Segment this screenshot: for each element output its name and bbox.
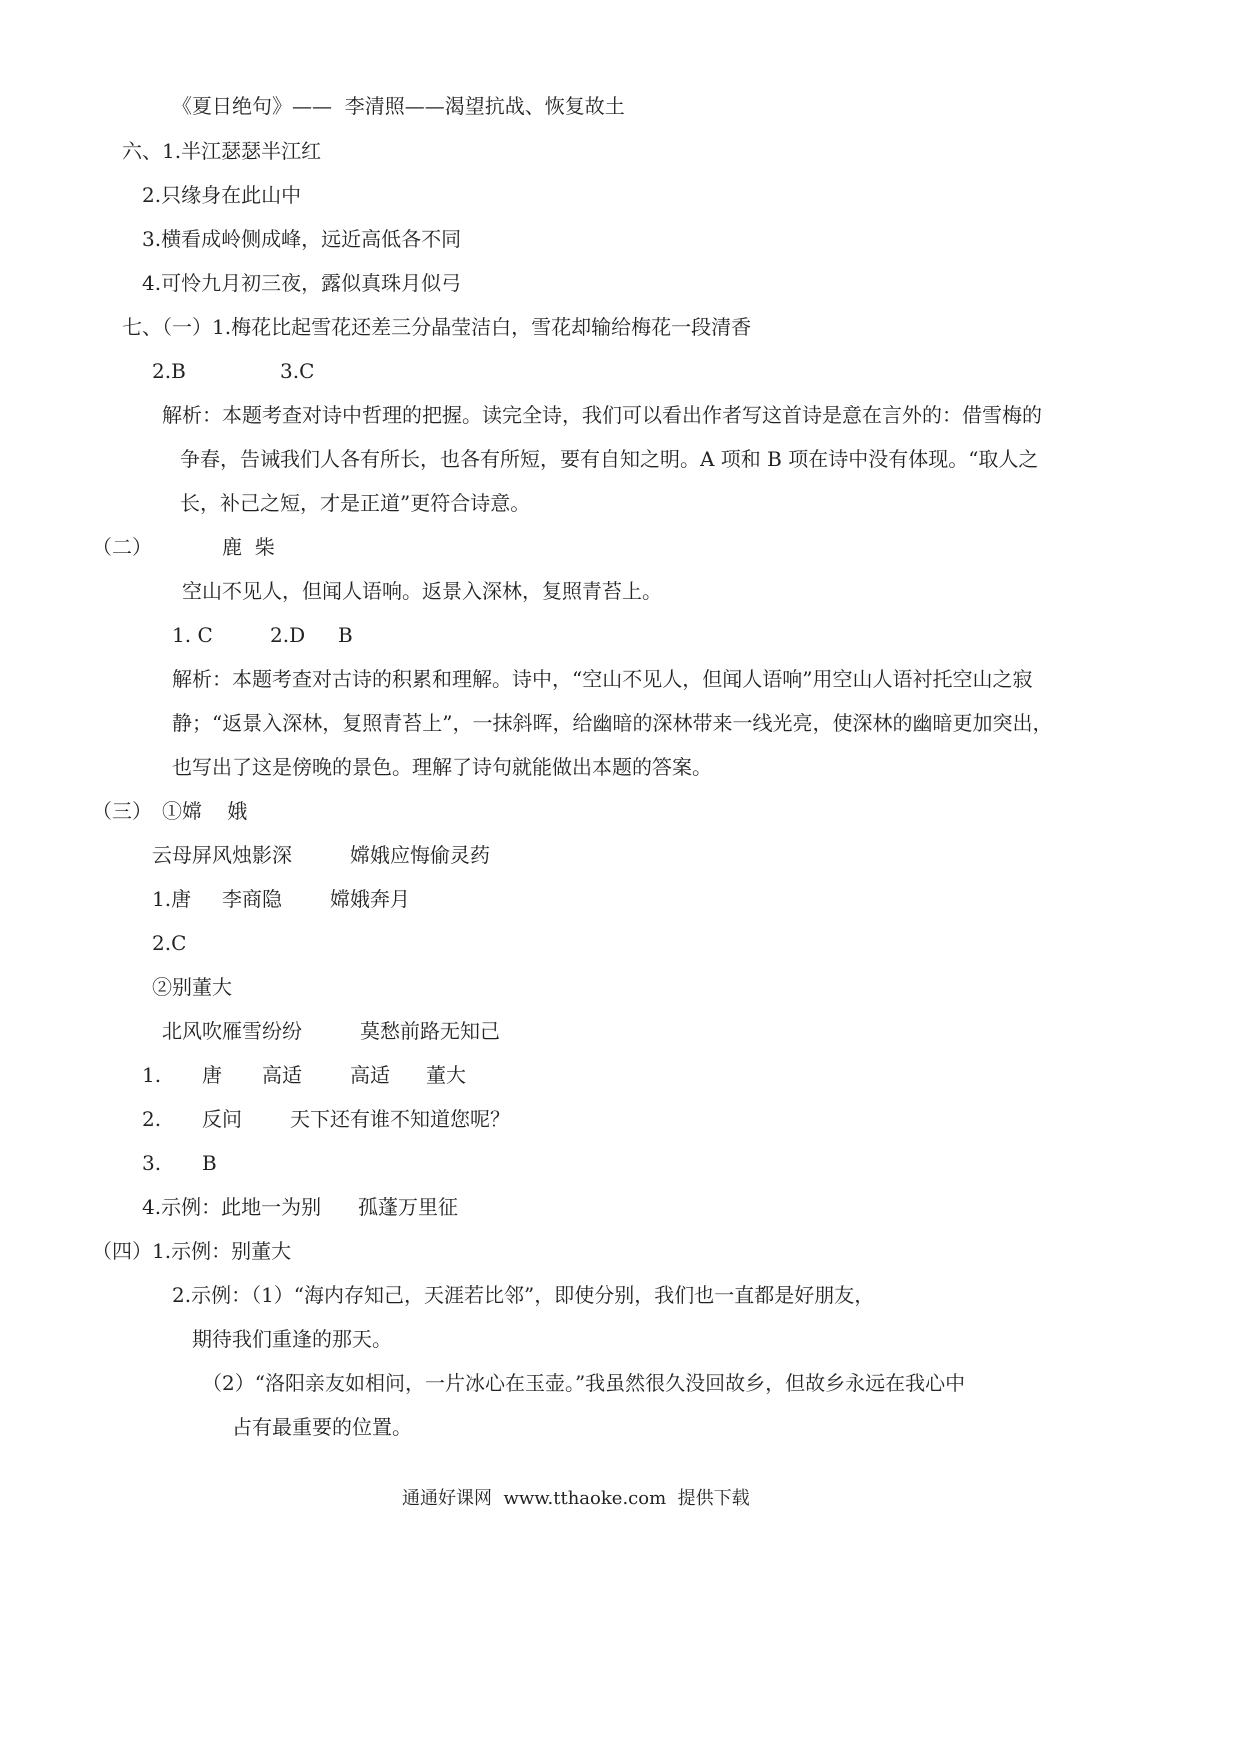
poem-text: 空山不见人，但闻人语响。返景入深林，复照青苔上。 [182, 579, 662, 603]
part-four-item-1: （四）1.示例：别董大 [92, 1239, 292, 1263]
answer-2: 2.C [152, 931, 187, 955]
text-line: （2）“洛阳亲友如相问，一片冰心在玉壶。”我虽然很久没回故乡，但故乡永远在我心中 [202, 1371, 966, 1395]
text-line: 占有最重要的位置。 [232, 1415, 412, 1439]
part-three-label: （三） [92, 799, 152, 823]
section-six-item-2: 2.只缘身在此山中 [142, 183, 302, 207]
analysis-line: 长，补己之短，才是正道”更符合诗意。 [180, 491, 531, 515]
answer-2-num: 2. [142, 1107, 162, 1131]
answer-story: 嫦娥奔月 [330, 887, 410, 911]
part-two-label: （二） [92, 535, 152, 559]
answer-text: 高适 [350, 1063, 390, 1087]
part-four-item-2: 2.示例：（1）“海内存知己，天涯若比邻”，即使分别，我们也一直都是好朋友， [172, 1283, 875, 1307]
poem-line: 莫愁前路无知己 [360, 1019, 500, 1043]
answer-text: 唐 [202, 1063, 222, 1087]
section-six-item-4: 4.可怜九月初三夜，露似真珠月似弓 [142, 271, 462, 295]
analysis-line: 解析：本题考查对古诗的积累和理解。诗中，“空山不见人，但闻人语响”用空山人语衬托空山之寂 [172, 667, 1033, 691]
section-six-item-1: 六、1.半江瑟瑟半江红 [122, 139, 322, 163]
poem-line: 北风吹雁雪纷纷 [162, 1019, 302, 1043]
poem-title: 鹿 柴 [222, 535, 275, 559]
analysis-line: 静；“返景入深林，复照青苔上”，一抹斜晖，给幽暗的深林带来一线光亮，使深林的幽暗更加突出， [172, 711, 1053, 735]
text-line: 《夏日绝句》—— 李清照——渴望抗战、恢复故土 [172, 94, 625, 118]
text-line: 期待我们重逢的那天。 [192, 1327, 392, 1351]
answer-text: B [202, 1151, 217, 1175]
answer-text: 孤蓬万里征 [358, 1195, 458, 1219]
answer-3-num: 3. [142, 1151, 162, 1175]
answer-text: 董大 [426, 1063, 466, 1087]
poem-line: 嫦娥应悔偷灵药 [350, 843, 490, 867]
answer-1-num: 1. [142, 1063, 162, 1087]
answer-text: 反问 [202, 1107, 242, 1131]
answer-text: 天下还有谁不知道您呢？ [290, 1107, 510, 1131]
answer-text: 高适 [262, 1063, 302, 1087]
section-seven-item-1: 七、（一）1.梅花比起雪花还差三分晶莹洁白，雪花却输给梅花一段清香 [122, 315, 752, 339]
answer-4: 4.示例：此地一为别 [142, 1195, 322, 1219]
poem-line: 云母屏风烛影深 [152, 843, 292, 867]
poem-title: ①嫦 娥 [162, 799, 248, 823]
analysis-line: 也写出了这是傍晚的景色。理解了诗句就能做出本题的答案。 [172, 755, 712, 779]
answer-2: 2.B [152, 359, 186, 383]
answer-3: 3.C [280, 359, 315, 383]
poem-title: ②别董大 [152, 975, 232, 999]
answer-1: 1.唐 [152, 887, 192, 911]
footer-text: 通通好课网 www.tthaoke.com 提供下载 [402, 1488, 750, 1509]
answer-2: 2.D [270, 623, 306, 647]
answer-3: B [338, 623, 353, 647]
analysis-line: 解析：本题考查对诗中哲理的把握。读完全诗，我们可以看出作者写这首诗是意在言外的：借雪梅的 [162, 403, 1042, 427]
answer-1: 1. C [172, 623, 213, 647]
answer-author: 李商隐 [222, 887, 282, 911]
section-six-item-3: 3.横看成岭侧成峰，远近高低各不同 [142, 227, 462, 251]
analysis-line: 争春，告诫我们人各有所长，也各有所短，要有自知之明。A 项和 B 项在诗中没有体现。“取人之 [180, 447, 1039, 471]
